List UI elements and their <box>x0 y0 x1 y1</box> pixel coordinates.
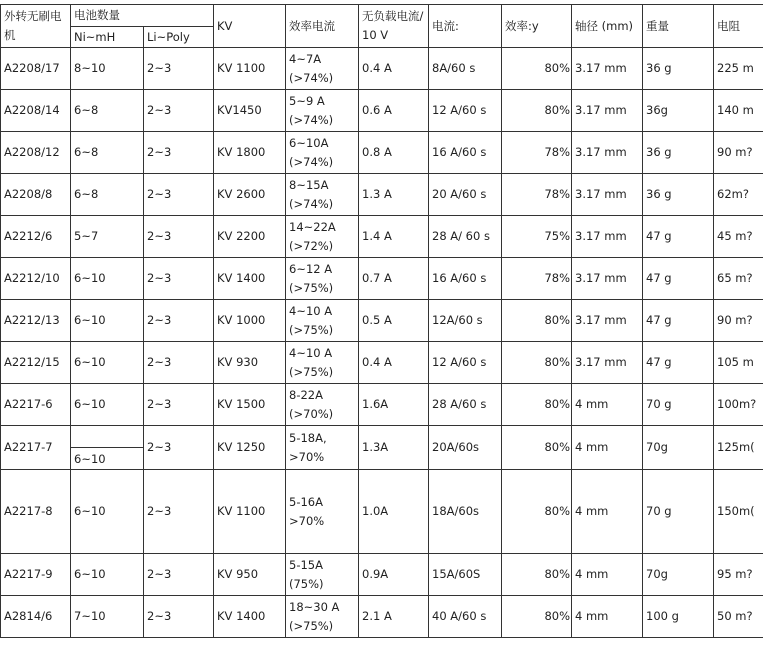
cell-shaft: 4 mm <box>572 384 643 426</box>
cell-noload: 0.7 A <box>359 258 429 300</box>
cell-shaft: 3.17 mm <box>572 90 643 132</box>
cell-lipo: 2~3 <box>144 554 214 596</box>
cell-model: A2208/8 <box>1 174 71 216</box>
cell-efficiency: 78% <box>502 132 572 174</box>
table-row <box>1 48 763 90</box>
cell-kv: KV1450 <box>214 90 286 132</box>
header-kv: KV <box>214 5 286 48</box>
cell-eff-current <box>286 132 359 174</box>
cell-noload: 1.0A <box>359 470 429 554</box>
cell-lipo: 2~3 <box>144 470 214 554</box>
cell-weight: 70 g <box>643 384 714 426</box>
cell-current: 12A/60 s <box>429 300 502 342</box>
cell-noload: 0.5 A <box>359 300 429 342</box>
cell-lipo: 2~3 <box>144 216 214 258</box>
eff-current-range: 18~30 A <box>289 599 340 614</box>
cell-lipo: 2~3 <box>144 342 214 384</box>
cell-model: A2208/17 <box>1 48 71 90</box>
eff-current-range: 4~10 A <box>289 303 333 318</box>
header-nimh: Ni~mH <box>71 27 144 48</box>
cell-eff-current <box>286 174 359 216</box>
cell-efficiency: 80% <box>502 90 572 132</box>
cell-model: A2217-9 <box>1 554 71 596</box>
cell-noload: 0.4 A <box>359 342 429 384</box>
eff-current-range: 5-18A, <box>289 430 327 445</box>
eff-current-range: 5~9 A <box>289 93 325 108</box>
cell-nimh: 6~8 <box>71 132 144 174</box>
cell-resistance: 150m( <box>714 470 763 554</box>
cell-weight: 100 g <box>643 596 714 638</box>
cell-weight: 47 g <box>643 300 714 342</box>
cell-efficiency: 80% <box>502 426 572 470</box>
cell-weight: 36 g <box>643 132 714 174</box>
cell-eff-current <box>286 90 359 132</box>
header-eff-current: 效率电流 <box>286 5 359 48</box>
cell-current: 20 A/60 s <box>429 174 502 216</box>
header-noload <box>359 5 429 48</box>
cell-model: A2208/14 <box>1 90 71 132</box>
cell-nimh: 6~10 <box>71 300 144 342</box>
cell-current: 28 A/60 s <box>429 384 502 426</box>
eff-current-percent: >70% <box>289 513 325 528</box>
cell-kv: KV 1100 <box>214 48 286 90</box>
cell-current: 40 A/60 s <box>429 596 502 638</box>
cell-efficiency: 80% <box>502 596 572 638</box>
cell-shaft: 3.17 mm <box>572 342 643 384</box>
table-row <box>1 554 763 596</box>
table-row <box>1 258 763 300</box>
eff-current-range: 6~10A <box>289 135 329 150</box>
eff-current-percent: (>75%) <box>289 280 334 295</box>
table-row <box>1 216 763 258</box>
cell-kv: KV 950 <box>214 554 286 596</box>
cell-model: A2217-6 <box>1 384 71 426</box>
cell-weight: 36 g <box>643 48 714 90</box>
cell-weight: 70 g <box>643 470 714 554</box>
cell-nimh: 6~8 <box>71 90 144 132</box>
cell-nimh: 5~7 <box>71 216 144 258</box>
cell-current: 16 A/60 s <box>429 258 502 300</box>
eff-current-percent: (>70%) <box>289 406 334 421</box>
cell-current: 15A/60S <box>429 554 502 596</box>
eff-current-percent: (>74%) <box>289 196 334 211</box>
cell-shaft: 3.17 mm <box>572 216 643 258</box>
eff-current-percent: (75%) <box>289 576 324 591</box>
cell-lipo: 2~3 <box>144 174 214 216</box>
cell-nimh: 6~10 <box>71 470 144 554</box>
cell-eff-current <box>286 342 359 384</box>
cell-eff-current <box>286 426 359 470</box>
cell-kv: KV 1100 <box>214 470 286 554</box>
cell-kv: KV 1800 <box>214 132 286 174</box>
eff-current-range: 8-22A <box>289 387 323 402</box>
cell-efficiency: 78% <box>502 174 572 216</box>
cell-lipo: 2~3 <box>144 384 214 426</box>
cell-resistance: 225 m <box>714 48 763 90</box>
eff-current-percent: (>72%) <box>289 238 334 253</box>
eff-current-percent: (>74%) <box>289 112 334 127</box>
cell-noload: 0.4 A <box>359 48 429 90</box>
cell-eff-current <box>286 470 359 554</box>
cell-noload: 1.6A <box>359 384 429 426</box>
table-row <box>1 342 763 384</box>
table-row <box>1 426 763 470</box>
cell-current: 18A/60s <box>429 470 502 554</box>
table-row <box>1 132 763 174</box>
motor-spec-table <box>0 4 763 638</box>
cell-efficiency: 80% <box>502 554 572 596</box>
cell-model: A2208/12 <box>1 132 71 174</box>
cell-resistance: 100m? <box>714 384 763 426</box>
cell-eff-current <box>286 258 359 300</box>
cell-shaft: 4 mm <box>572 470 643 554</box>
cell-shaft: 4 mm <box>572 426 643 470</box>
cell-resistance: 65 m? <box>714 258 763 300</box>
cell-nimh: 7~10 <box>71 596 144 638</box>
eff-current-range: 8~15A <box>289 177 329 192</box>
eff-current-range: 5-16A <box>289 494 323 509</box>
cell-resistance: 125m( <box>714 426 763 470</box>
cell-model: A2212/6 <box>1 216 71 258</box>
cell-lipo: 2~3 <box>144 258 214 300</box>
cell-current: 16 A/60 s <box>429 132 502 174</box>
eff-current-percent: (>74%) <box>289 70 334 85</box>
header-model <box>1 5 71 48</box>
cell-resistance: 62m? <box>714 174 763 216</box>
table-row <box>1 90 763 132</box>
cell-current: 12 A/60 s <box>429 342 502 384</box>
cell-nimh: 6~10 <box>71 426 144 470</box>
cell-resistance: 90 m? <box>714 132 763 174</box>
cell-model: A2814/6 <box>1 596 71 638</box>
header-model-line1: 外转无刷电 <box>4 9 62 23</box>
cell-resistance: 90 m? <box>714 300 763 342</box>
cell-weight: 47 g <box>643 342 714 384</box>
cell-model: A2212/15 <box>1 342 71 384</box>
cell-lipo: 2~3 <box>144 90 214 132</box>
header-noload-line2: 10 V <box>362 28 389 42</box>
cell-model: A2212/10 <box>1 258 71 300</box>
table-row <box>1 384 763 426</box>
cell-efficiency: 80% <box>502 48 572 90</box>
header-efficiency: 效率:y <box>502 5 572 48</box>
cell-kv: KV 2200 <box>214 216 286 258</box>
eff-current-range: 6~12 A <box>289 261 333 276</box>
cell-eff-current <box>286 596 359 638</box>
cell-lipo: 2~3 <box>144 426 214 470</box>
eff-current-percent: (>74%) <box>289 154 334 169</box>
cell-kv: KV 1400 <box>214 596 286 638</box>
header-weight: 重量 <box>643 5 714 48</box>
cell-shaft: 3.17 mm <box>572 174 643 216</box>
header-resistance: 电阻 <box>714 5 763 48</box>
cell-efficiency: 75% <box>502 216 572 258</box>
cell-kv: KV 1250 <box>214 426 286 470</box>
cell-model: A2212/13 <box>1 300 71 342</box>
cell-shaft: 4 mm <box>572 554 643 596</box>
cell-eff-current <box>286 216 359 258</box>
cell-resistance: 140 m <box>714 90 763 132</box>
cell-weight: 47 g <box>643 216 714 258</box>
cell-nimh: 6~10 <box>71 554 144 596</box>
cell-noload: 0.6 A <box>359 90 429 132</box>
cell-shaft: 3.17 mm <box>572 300 643 342</box>
eff-current-range: 4~10 A <box>289 345 333 360</box>
cell-current: 12 A/60 s <box>429 90 502 132</box>
table-row <box>1 174 763 216</box>
eff-current-range: 4~7A <box>289 51 322 66</box>
cell-resistance: 95 m? <box>714 554 763 596</box>
cell-eff-current <box>286 48 359 90</box>
cell-nimh: 6~8 <box>71 174 144 216</box>
header-current: 电流: <box>429 5 502 48</box>
header-lipo: Li~Poly <box>144 27 214 48</box>
cell-weight: 70g <box>643 554 714 596</box>
cell-model: A2217-7 <box>1 426 71 470</box>
cell-shaft: 3.17 mm <box>572 132 643 174</box>
cell-weight: 36g <box>643 90 714 132</box>
cell-weight: 70g <box>643 426 714 470</box>
header-noload-line1: 无负载电流/ <box>362 9 424 23</box>
cell-lipo: 2~3 <box>144 132 214 174</box>
cell-efficiency: 78% <box>502 258 572 300</box>
eff-current-percent: (>75%) <box>289 618 334 633</box>
cell-resistance: 50 m? <box>714 596 763 638</box>
cell-kv: KV 2600 <box>214 174 286 216</box>
cell-noload: 0.8 A <box>359 132 429 174</box>
eff-current-percent: >70% <box>289 449 325 464</box>
cell-eff-current <box>286 384 359 426</box>
cell-current: 20A/60s <box>429 426 502 470</box>
cell-kv: KV 1400 <box>214 258 286 300</box>
cell-efficiency: 80% <box>502 384 572 426</box>
cell-lipo: 2~3 <box>144 48 214 90</box>
cell-noload: 1.3 A <box>359 174 429 216</box>
table-body <box>1 48 763 638</box>
cell-shaft: 3.17 mm <box>572 258 643 300</box>
cell-model: A2217-8 <box>1 470 71 554</box>
cell-lipo: 2~3 <box>144 596 214 638</box>
cell-current: 28 A/ 60 s <box>429 216 502 258</box>
eff-current-range: 5-15A <box>289 557 323 572</box>
cell-noload: 1.3A <box>359 426 429 470</box>
cell-eff-current <box>286 554 359 596</box>
eff-current-percent: (>75%) <box>289 364 334 379</box>
cell-nimh: 8~10 <box>71 48 144 90</box>
cell-eff-current <box>286 300 359 342</box>
cell-noload: 2.1 A <box>359 596 429 638</box>
cell-efficiency: 80% <box>502 470 572 554</box>
cell-shaft: 3.17 mm <box>572 48 643 90</box>
cell-noload: 0.9A <box>359 554 429 596</box>
eff-current-percent: (>75%) <box>289 322 334 337</box>
header-cells: 电池数量 <box>71 5 214 27</box>
cell-nimh: 6~10 <box>71 258 144 300</box>
cell-nimh: 6~10 <box>71 384 144 426</box>
cell-resistance: 105 m <box>714 342 763 384</box>
table-row <box>1 300 763 342</box>
cell-efficiency: 80% <box>502 300 572 342</box>
cell-kv: KV 1500 <box>214 384 286 426</box>
table-row <box>1 470 763 554</box>
cell-efficiency: 80% <box>502 342 572 384</box>
cell-weight: 47 g <box>643 258 714 300</box>
cell-lipo: 2~3 <box>144 300 214 342</box>
cell-kv: KV 1000 <box>214 300 286 342</box>
cell-weight: 36 g <box>643 174 714 216</box>
cell-nimh: 6~10 <box>71 342 144 384</box>
cell-shaft: 4 mm <box>572 596 643 638</box>
header-model-line2: 机 <box>4 28 16 42</box>
cell-kv: KV 930 <box>214 342 286 384</box>
cell-noload: 1.4 A <box>359 216 429 258</box>
cell-resistance: 45 m? <box>714 216 763 258</box>
table-row <box>1 596 763 638</box>
eff-current-range: 14~22A <box>289 219 336 234</box>
header-shaft: 轴径 (mm) <box>572 5 643 48</box>
cell-current: 8A/60 s <box>429 48 502 90</box>
